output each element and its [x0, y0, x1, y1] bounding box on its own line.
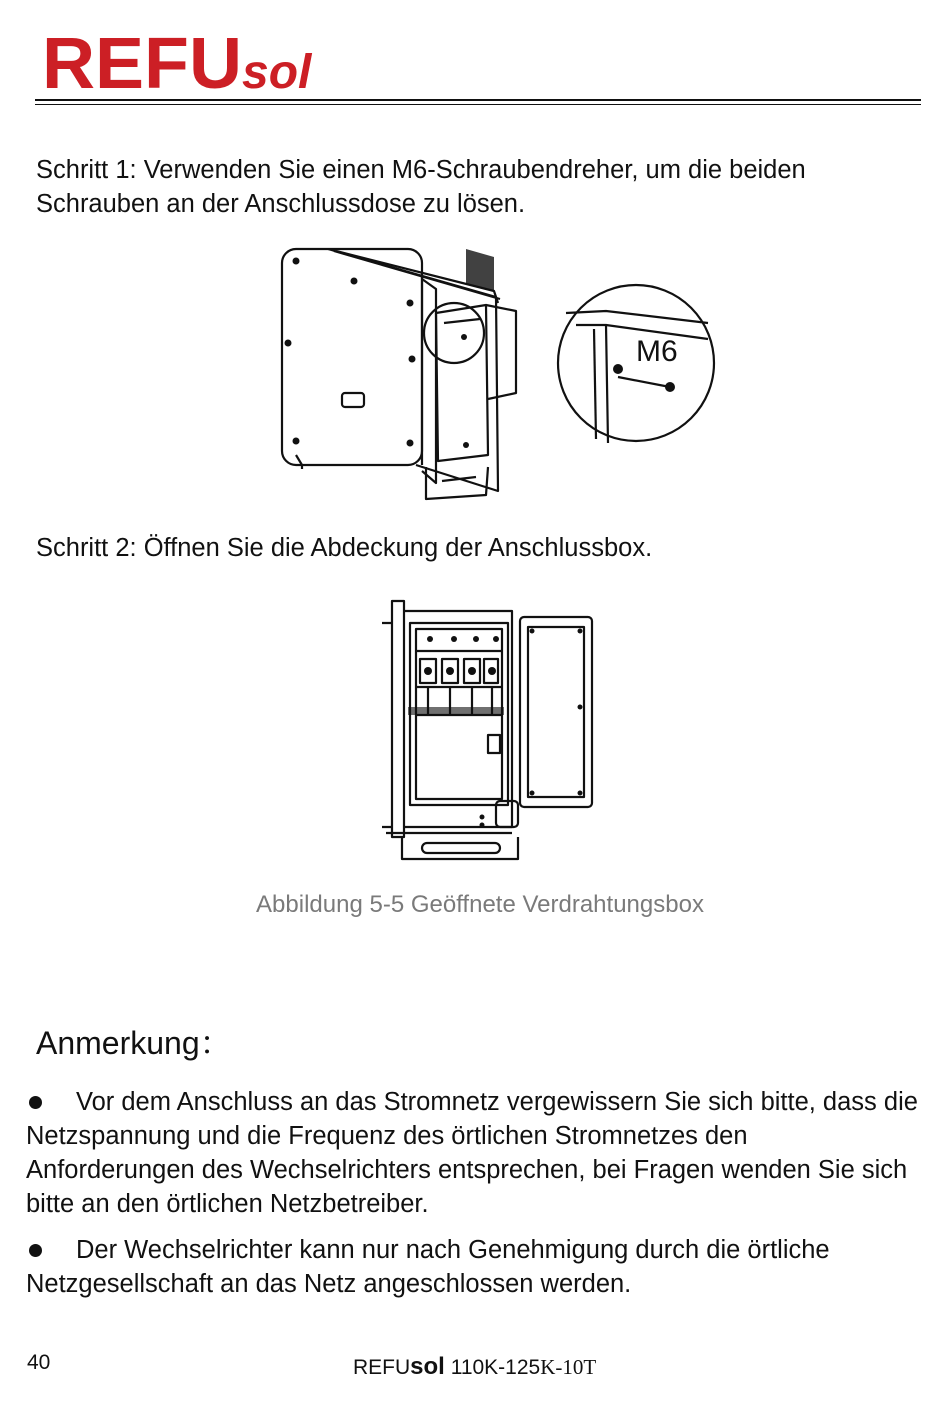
note-heading: Anmerkung： — [36, 1025, 232, 1061]
svg-text:sol: sol — [242, 46, 312, 94]
bullet-dot-icon — [29, 1244, 42, 1257]
header-rule-thick — [35, 99, 921, 101]
open-wiring-box-figure — [372, 597, 602, 874]
step2-text: Schritt 2: Öffnen Sie die Abdeckung der Anschlussbox. — [36, 534, 653, 562]
page-number: 40 — [27, 1351, 51, 1374]
refusol-logo — [42, 28, 332, 94]
note-item-text: Der Wechselrichter kann nur nach Genehmigung durch die örtliche Netzgesellschaft an das Netz angeschlossen werden. — [26, 1236, 830, 1298]
note-item — [26, 1233, 921, 1301]
note-item-text: Vor dem Anschluss an das Stromnetz vergewissern Sie sich bitte, dass die Netzspannung und die Frequenz des örtlichen Stromnetzes den Anforderungen des Wechselrichters entsprechen, bei Fragen wenden Sie sich bitte an den örtlichen Netzbetreiber. — [26, 1088, 918, 1218]
note-item — [26, 1085, 921, 1221]
footer-model: REFUsol 110K-125K-10T — [353, 1353, 597, 1380]
inverter-screw-figure — [276, 243, 716, 513]
header-rule-thin — [35, 104, 921, 105]
svg-text:REFU: REFU — [42, 28, 242, 94]
bullet-dot-icon — [29, 1096, 42, 1109]
m6-label: M6 — [636, 335, 678, 368]
figure-caption: Abbildung 5-5 Geöffnete Verdrahtungsbox — [256, 891, 704, 918]
step1-text: Schritt 1: Verwenden Sie einen M6-Schraubendreher, um die beiden Schrauben an der Anschlussdose zu lösen. — [36, 156, 806, 218]
